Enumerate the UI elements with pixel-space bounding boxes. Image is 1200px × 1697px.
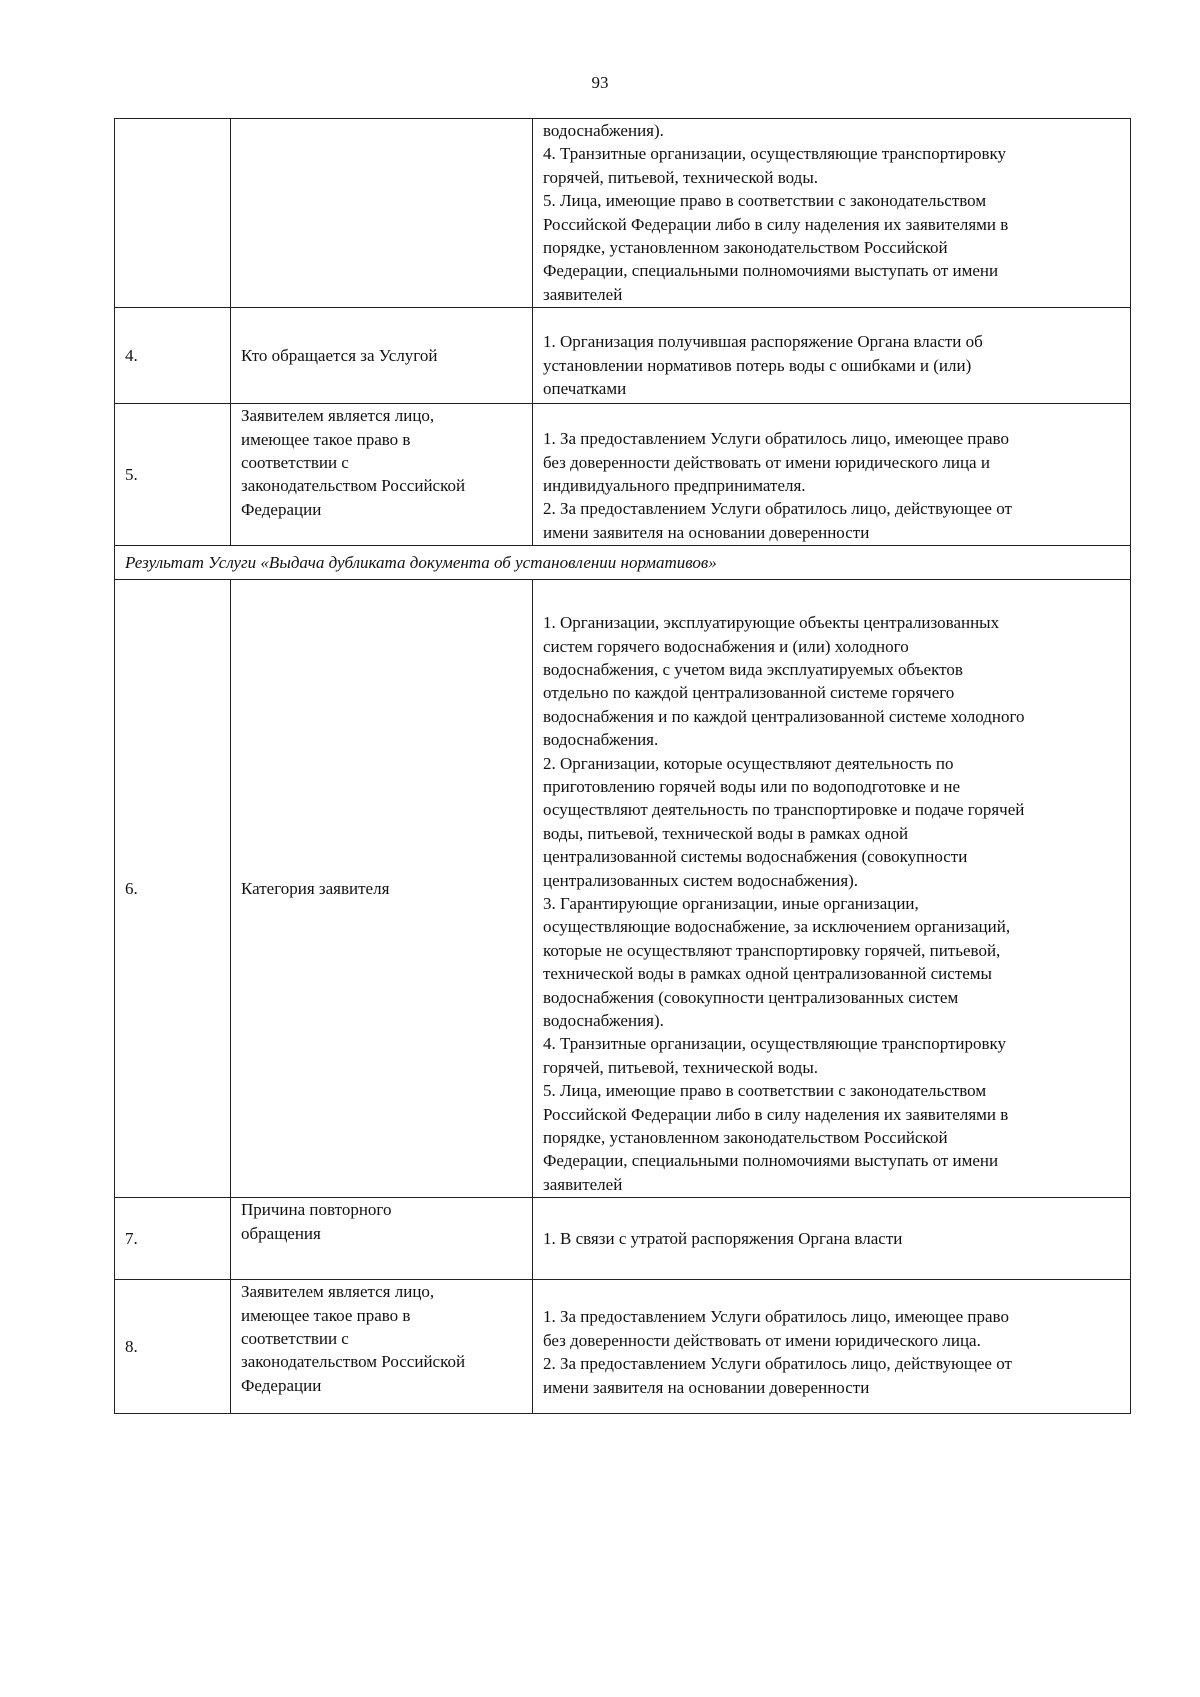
table-row (115, 1198, 1131, 1280)
value-line: водоснабжения). (543, 121, 664, 140)
value-line: централизованных систем водоснабжения). (543, 870, 859, 890)
row-label-cell (231, 308, 533, 404)
table-body (115, 119, 1131, 1414)
value-line: водоснабжения и по каждой централизованной системе холодного (543, 706, 1025, 726)
table-row (115, 404, 1131, 546)
value-line: осуществляющие водоснабжение, за исключением организаций, (543, 917, 1011, 937)
value-line: 3. Гарантирующие организации, иные организации, (543, 893, 919, 913)
label-line: Причина повторного (241, 1200, 392, 1220)
value-line: заявителей (543, 1174, 623, 1194)
table-row (115, 308, 1131, 404)
value-line: 5. Лица, имеющие право в соответствии с законодательством (543, 191, 987, 211)
value-line: заявителей (543, 284, 623, 304)
label-line: имеющее такое право в (241, 1305, 411, 1325)
value-line: централизованной системы водоснабжения (совокупности (543, 847, 968, 867)
value-line: Федерации, специальными полномочиями выступать от имени (543, 261, 999, 281)
value-line: 5. Лица, имеющие право в соответствии с законодательством (543, 1081, 987, 1101)
row-value-cell (533, 580, 1131, 1198)
label-line: законодательством Российской (241, 476, 466, 496)
value-line: опечатками (543, 378, 627, 398)
label-line: Категория заявителя (241, 878, 390, 898)
row-label-cell (231, 1280, 533, 1414)
value-line: 2. За предоставлением Услуги обратилось лицо, действующее от (543, 499, 1012, 519)
row-number-cell: 8. (115, 1280, 231, 1414)
value-line: имени заявителя на основании доверенности (543, 522, 870, 542)
label-line: законодательством Российской (241, 1352, 466, 1372)
value-line: Российской Федерации либо в силу наделения их заявителями в (543, 1104, 1009, 1124)
row-number-cell: 6. (115, 580, 231, 1198)
value-line: 4. Транзитные организации, осуществляющие транспортировку (543, 1034, 1007, 1054)
value-line: водоснабжения). (543, 1011, 664, 1030)
row-label-cell (231, 404, 533, 546)
document-table (114, 118, 1131, 1414)
label-line: Кто обращается за Услугой (241, 345, 438, 365)
section-header: Результат Услуги «Выдача дубликата документа об установлении нормативов» (115, 546, 1131, 580)
row-label-cell (231, 580, 533, 1198)
row-value-cell (533, 308, 1131, 404)
label-line: Федерации (241, 499, 322, 519)
page-number: 93 (591, 73, 609, 92)
value-line: Федерации, специальными полномочиями выступать от имени (543, 1151, 999, 1171)
row-label-cell (231, 119, 533, 308)
value-line: без доверенности действовать от имени юридического лица. (543, 1330, 981, 1350)
value-line: 2. За предоставлением Услуги обратилось лицо, действующее от (543, 1354, 1012, 1374)
row-number-cell: 7. (115, 1198, 231, 1280)
row-number-cell: 5. (115, 404, 231, 546)
value-line: водоснабжения (совокупности централизованных систем (543, 987, 959, 1007)
label-line: обращения (241, 1223, 321, 1243)
label-line: соответствии с (241, 1329, 349, 1349)
row-value-cell (533, 404, 1131, 546)
value-line: 1. Организация получившая распоряжение Органа власти об (543, 332, 983, 352)
value-line: 1. Организации, эксплуатирующие объекты централизованных (543, 613, 1000, 633)
value-line: 1. За предоставлением Услуги обратилось лицо, имеющее право (543, 1307, 1009, 1327)
table-row (115, 546, 1131, 580)
label-line: соответствии с (241, 453, 349, 473)
value-line: горячей, питьевой, технической воды. (543, 167, 818, 187)
value-line: отдельно по каждой централизованной системе горячего (543, 683, 955, 703)
label-line: Федерации (241, 1375, 322, 1395)
value-line: приготовлению горячей воды или по водоподготовке и не (543, 776, 961, 796)
table-row (115, 1280, 1131, 1414)
value-line: Российской Федерации либо в силу наделения их заявителями в (543, 214, 1009, 234)
value-line: которые не осуществляют транспортировку горячей, питьевой, (543, 940, 1001, 960)
value-line: 2. Организации, которые осуществляют деятельность по (543, 753, 954, 773)
value-line: осуществляют деятельность по транспортировке и подаче горячей (543, 800, 1025, 820)
value-line: 1. В связи с утратой распоряжения Органа власти (543, 1228, 903, 1248)
value-line: систем горячего водоснабжения и (или) холодного (543, 636, 909, 656)
value-line: установлении нормативов потерь воды с ошибками и (или) (543, 355, 972, 375)
value-line: воды, питьевой, технической воды в рамках одной (543, 823, 909, 843)
table-row (115, 119, 1131, 308)
value-line: водоснабжения, с учетом вида эксплуатируемых объектов (543, 659, 963, 679)
value-line: водоснабжения. (543, 730, 659, 750)
value-line: без доверенности действовать от имени юридического лица и (543, 452, 990, 472)
row-label-cell (231, 1198, 533, 1280)
row-number-cell: 4. (115, 308, 231, 404)
label-line: Заявителем является лицо, (241, 406, 435, 426)
row-number-cell (115, 119, 231, 308)
table-row (115, 580, 1131, 1198)
value-line: 4. Транзитные организации, осуществляющие транспортировку (543, 144, 1007, 164)
row-value-cell (533, 119, 1131, 308)
value-line: 1. За предоставлением Услуги обратилось лицо, имеющее право (543, 429, 1009, 449)
label-line: имеющее такое право в (241, 429, 411, 449)
value-line: технической воды в рамках одной централизованной системы (543, 964, 992, 984)
value-line: порядке, установленном законодательством Российской (543, 1128, 948, 1148)
value-line: индивидуального предпринимателя. (543, 476, 806, 496)
value-line: горячей, питьевой, технической воды. (543, 1057, 818, 1077)
value-line: порядке, установленном законодательством Российской (543, 238, 948, 258)
value-line: имени заявителя на основании доверенности (543, 1377, 870, 1397)
label-line: Заявителем является лицо, (241, 1282, 435, 1302)
row-value-cell (533, 1198, 1131, 1280)
row-value-cell (533, 1280, 1131, 1414)
